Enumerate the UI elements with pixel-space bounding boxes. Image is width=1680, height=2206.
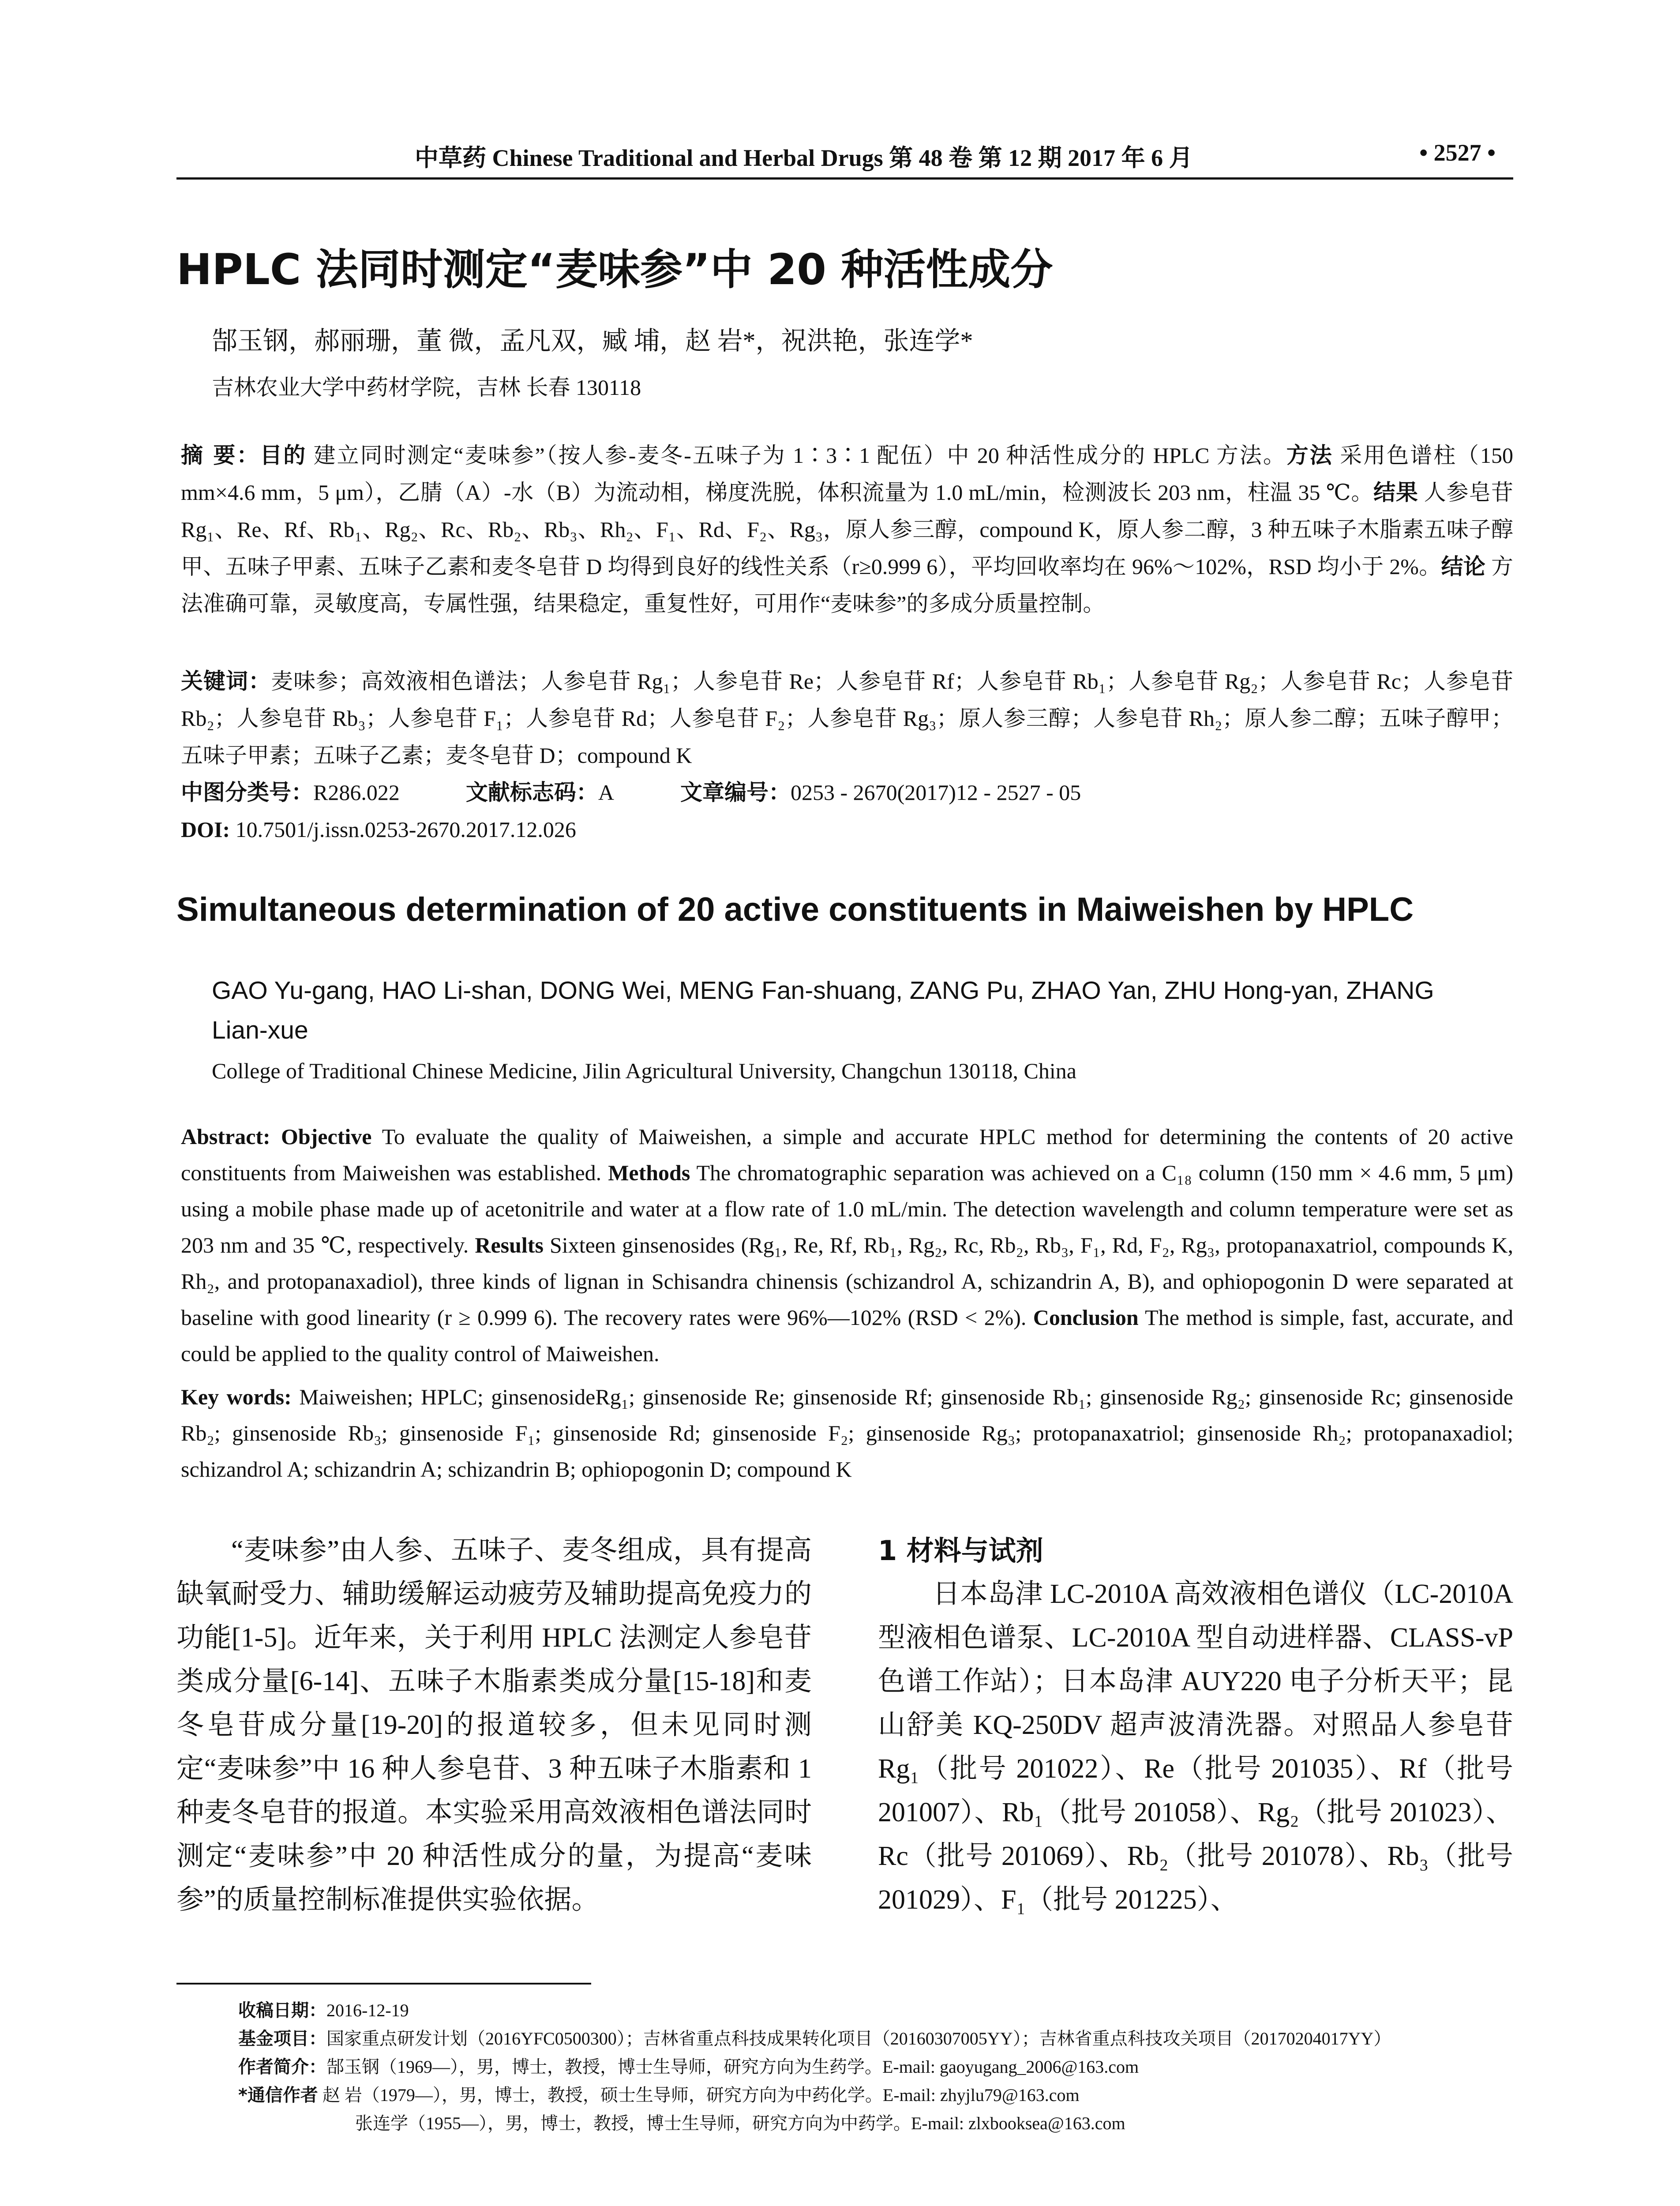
results-text-cn: 人参皂苷 Rg₁、Re、Rf、Rb₁、Rg₂、Rc、Rb₂、Rb₃、Rh₂、F₁、Rd、F₂、Rg₃，原人参三醇，compound K，原人参二醇，3 种五味子木脂素五味子醇甲、五味子甲素、五味子乙素和麦冬皂苷 D 均得到良好的线性关系（r≥0.999 6），平均回收率均在 96%～102%，RSD 均小于 2%。 xyxy=(181,480,1514,579)
doc-code-label: 文献标志码： xyxy=(465,780,598,805)
fund-label: 基金项目： xyxy=(238,2029,326,2049)
methods-text-en: The chromatographic separation was achieved on a C₁₈ column (150 mm × 4.6 mm, 5 μm) using a mobile phase made up of acetonitrile and water at a flow rate of 1.0 mL/min. The detection wavelength and column temperature were set as 203 nm and 35 ℃, respectively. xyxy=(181,1160,1514,1257)
authors-en: GAO Yu-gang, HAO Li-shan, DONG Wei, MENG Fan-shuang, ZANG Pu, ZHAO Yan, ZHU Hong-yan, ZHANG Lian-xue xyxy=(212,976,1434,1044)
conclusion-text-en: The method is simple, fast, accurate, and could be applied to the quality control of Maiweishen. xyxy=(181,1305,1514,1366)
abstract-label-en: Abstract: Objective xyxy=(181,1124,372,1149)
author-bio-label: 作者简介： xyxy=(238,2057,326,2077)
results-text-en: Sixteen ginsenosides (Rg₁, Re, Rf, Rb₁, Rg₂, Rc, Rb₂, Rb₃, F₁, Rd, F₂, Rg₃, protopanaxatriol, compounds K, Rh₂, and protopanaxadiol), three kinds of lignan in Schisandra chinensis (schizandrol A, schizandrin A, B), and ophiopogonin D were separated at baseline with good linearity (r ≥ 0.999 6). The recovery rates were 96%—102% (RSD < 2%). xyxy=(181,1233,1514,1330)
keywords-cn xyxy=(181,663,1513,774)
keywords-text-cn: 麦味参；高效液相色谱法；人参皂苷 Rg₁；人参皂苷 Re；人参皂苷 Rf；人参皂苷 Rb₁；人参皂苷 Rg₂；人参皂苷 Rc；人参皂苷 Rb₂；人参皂苷 Rb₃；人参皂苷 F₁；人参皂苷 Rd；人参皂苷 F₂；人参皂苷 Rg₃；原人参三醇；人参皂苷 Rh₂；原人参二醇；五味子醇甲；五味子甲素；五味子乙素；麦冬皂苷 D；compound K xyxy=(181,669,1513,768)
objective-text-cn: 建立同时测定“麦味参”（按人参-麦冬-五味子为 1∶3∶1 配伍）中 20 种活性成分的 HPLC 方法。 xyxy=(307,443,1286,468)
objective-label-cn: 目的 xyxy=(260,443,307,468)
corresponding-line-2 xyxy=(238,2109,1518,2138)
body-column-right xyxy=(878,1529,1513,1922)
abstract-cn xyxy=(181,437,1513,622)
section-heading-materials: 1 材料与试剂 xyxy=(878,1534,1043,1567)
doc-code-value: A xyxy=(598,780,614,805)
article-number-label: 文章编号： xyxy=(680,780,791,805)
materials-paragraph: 日本岛津 LC-2010A 高效液相色谱仪（LC-2010A 型液相色谱泵、LC-2010A 型自动进样器、CLASS-vP 色谱工作站）；日本岛津 AUY220 电子分析天平；昆山舒美 KQ-250DV 超声波清洗器。对照品人参皂苷 Rg₁（批号 201022）、Re（批号 201035）、Rf（批号 201007）、Rb₁（批号 201058）、Rg₂（批号 201023）、Rc（批号 201069）、Rb₂（批号 201078）、Rb₃（批号 201029）、F₁（批号 201225）、 xyxy=(878,1579,1513,1915)
corresponding-line-1 xyxy=(238,2081,1518,2109)
author-bio-line xyxy=(238,2053,1518,2081)
methods-text-cn: 采用色谱柱（150 mm×4.6 mm，5 μm），乙腈（A）-水（B）为流动相，梯度洗脱，体积流量为 1.0 mL/min，检测波长 203 nm，柱温 35 ℃。 xyxy=(181,443,1514,505)
received-date: 2016-12-19 xyxy=(326,2000,409,2020)
doi-line xyxy=(181,811,1513,848)
conclusion-label-cn: 结论 xyxy=(1441,554,1486,579)
conclusion-label-en: Conclusion xyxy=(1033,1305,1139,1330)
author-bio-text: 郜玉钢（1969—），男，博士，教授，博士生导师，研究方向为生药学。E-mail: gaoyugang_2006@163.com xyxy=(326,2057,1139,2077)
abstract-label-cn: 摘 要： xyxy=(181,443,260,468)
keywords-text-en: Maiweishen; HPLC; ginsenosideRg₁; ginsenoside Re; ginsenoside Rf; ginsenoside Rb₁; ginsenoside Rg₂; ginsenoside Rc; ginsenoside Rb₂; ginsenoside Rb₃; ginsenoside F₁; ginsenoside Rd; ginsenoside F₂; ginsenoside Rg₃; protopanaxatriol; ginsenoside Rh₂; protopanaxadiol; schizandrol A; schizandrin A; schizandrin B; ophiopogonin D; compound K xyxy=(181,1384,1513,1482)
intro-paragraph: “麦味参”由人参、五味子、麦冬组成，具有提高缺氧耐受力、辅助缓解运动疲劳及辅助提高免疫力的功能[1-5]。近年来，关于利用 HPLC 法测定人参皂苷类成分量[6-14]、五味子木脂素类成分量[15-18]和麦冬皂苷成分量[19-20]的报道较多，但未见同时测定“麦味参”中 16 种人参皂苷、3 种五味子木脂素和 1 种麦冬皂苷的报道。本实验采用高效液相色谱法同时测定“麦味参”中 20 种活性成分的量，为提高“麦味参”的质量控制标准提供实验依据。 xyxy=(176,1535,812,1915)
page-number: • 2527 • xyxy=(1419,139,1496,166)
keywords-label-cn: 关键词： xyxy=(181,668,271,694)
objective-text-en: To evaluate the quality of Maiweishen, a simple and accurate HPLC method for determining the contents of 20 active constituents from Maiweishen was established. xyxy=(181,1124,1513,1185)
abstract-en xyxy=(181,1118,1513,1372)
results-label-cn: 结果 xyxy=(1373,480,1418,505)
header-rule xyxy=(176,177,1513,180)
received-label: 收稿日期： xyxy=(238,2000,326,2021)
conclusion-text-cn: 方法准确可靠，灵敏度高，专属性强，结果稳定，重复性好，可用作“麦味参”的多成分质量控制。 xyxy=(181,554,1514,616)
running-header xyxy=(176,139,1513,174)
corresponding-label: *通信作者 xyxy=(238,2085,318,2105)
footnote-rule xyxy=(176,1983,591,1985)
clc-label: 中图分类号： xyxy=(181,780,313,805)
doi-value[interactable]: 10.7501/j.issn.0253-2670.2017.12.026 xyxy=(230,817,576,842)
classification-line xyxy=(181,774,1513,811)
methods-label-en: Methods xyxy=(608,1160,690,1185)
authors-cn: 郜玉钢，郝丽珊，董 微，孟凡双，臧 埔，赵 岩*，祝洪艳，张连学* xyxy=(212,326,973,355)
footnotes xyxy=(238,1996,1518,2138)
article-number-value: 0253 - 2670(2017)12 - 2527 - 05 xyxy=(790,780,1081,805)
article-title-en: Simultaneous determination of 20 active constituents in Maiweishen by HPLC xyxy=(176,891,1414,928)
keywords-label-en: Key words: xyxy=(181,1384,292,1409)
keywords-en xyxy=(181,1379,1513,1487)
article-title-cn: HPLC 法同时测定“麦味参”中 20 种活性成分 xyxy=(176,245,1053,294)
methods-label-cn: 方法 xyxy=(1286,443,1333,468)
fund-line xyxy=(238,2025,1518,2053)
body-column-left xyxy=(176,1529,812,1922)
affiliation-cn: 吉林农业大学中药材学院，吉林 长春 130118 xyxy=(212,375,641,400)
received-date-line xyxy=(238,1996,1518,2025)
corresponding-text-2: 张连学（1955—），男，博士，教授，博士生导师，研究方向为中药学。E-mail: zlxbooksea@163.com xyxy=(355,2113,1125,2133)
journal-header: 中草药 Chinese Traditional and Herbal Drugs 第 48 卷 第 12 期 2017 年 6 月 xyxy=(415,145,1193,171)
clc-value: R286.022 xyxy=(313,780,400,805)
results-label-en: Results xyxy=(475,1233,544,1257)
affiliation-en: College of Traditional Chinese Medicine, Jilin Agricultural University, Changchun 130118, China xyxy=(212,1058,1076,1083)
corresponding-text-1: 赵 岩（1979—），男，博士，教授，硕士生导师，研究方向为中药化学。E-mail: zhyjlu79@163.com xyxy=(318,2085,1080,2105)
doi-label: DOI: xyxy=(181,817,230,842)
fund-text: 国家重点研发计划（2016YFC0500300）；吉林省重点科技成果转化项目（20160307005YY）；吉林省重点科技攻关项目（20170204017YY） xyxy=(326,2029,1391,2048)
